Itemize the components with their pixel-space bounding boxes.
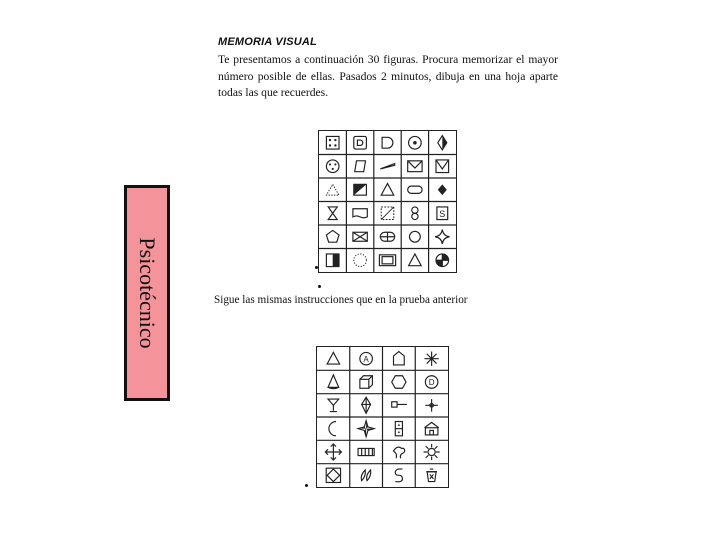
bin-icon xyxy=(426,469,437,482)
svg-text:S: S xyxy=(439,208,446,219)
sun-icon xyxy=(424,444,440,460)
bullet-dot xyxy=(318,285,321,288)
parallelogram-icon xyxy=(355,161,366,172)
target-circle-icon xyxy=(409,136,422,149)
triangle-icon xyxy=(409,254,422,266)
side-tab xyxy=(124,185,170,401)
crescent-icon xyxy=(329,422,336,436)
dashed-square-icon xyxy=(381,207,394,220)
cube-icon xyxy=(360,376,373,389)
figure-grid-2 xyxy=(316,346,449,488)
circle-a-icon xyxy=(360,352,373,365)
hourglass-icon xyxy=(328,207,337,220)
house-pentagon-icon xyxy=(394,352,405,365)
figure-grid-1 xyxy=(318,130,457,273)
crosshair-icon xyxy=(425,399,438,412)
svg-text:A: A xyxy=(363,354,369,364)
circle-icon xyxy=(409,231,420,242)
asterisk-icon xyxy=(424,352,438,366)
tree-icon xyxy=(394,447,405,458)
svg-text:D: D xyxy=(428,378,435,388)
kite-icon xyxy=(362,397,371,413)
compass-star-icon xyxy=(358,421,374,437)
four-point-star-icon xyxy=(435,230,449,244)
page-title: MEMORIA VISUAL xyxy=(218,36,317,48)
intro-paragraph: Te presentamos a continuación 30 figuras. Procura memorizar el mayor número posible de ellas. Pasados 2 minutos, dibuja en una hoja aparte todas las que recuerdes. xyxy=(218,53,558,99)
line-wedge-icon xyxy=(380,164,394,169)
bullet-dot xyxy=(315,266,318,269)
goblet-icon xyxy=(328,399,339,412)
cone-triangle-icon xyxy=(328,375,339,389)
double-leaf-icon xyxy=(361,470,371,481)
diamond-in-square-icon xyxy=(326,468,340,482)
rounded-square-icon xyxy=(354,136,367,149)
circle-d-icon xyxy=(425,376,438,389)
triangle-icon xyxy=(327,352,340,364)
split-pill-icon xyxy=(380,232,394,241)
envelope-icon xyxy=(408,161,422,172)
filled-diamond-icon xyxy=(438,184,447,195)
dotted-circle-icon xyxy=(354,254,367,267)
quartered-circle-icon xyxy=(436,254,449,267)
s-curve-icon xyxy=(395,469,402,482)
ruler-icon xyxy=(358,448,374,455)
side-tab-label: Psicotécnico xyxy=(135,237,160,349)
downward-triangle-square-icon xyxy=(436,160,449,173)
flag-half-round-icon xyxy=(382,137,393,148)
pentagon-icon xyxy=(326,230,339,242)
dotted-triangle-icon xyxy=(326,184,339,195)
hexagon-icon xyxy=(392,376,406,389)
domino-icon xyxy=(395,422,402,436)
half-black-square-icon xyxy=(326,254,339,267)
square-with-dots-icon xyxy=(326,136,339,149)
half-filled-square-icon xyxy=(354,184,367,195)
diamond-half-filled-icon xyxy=(438,136,447,150)
bullet-dot xyxy=(305,484,308,487)
circle-with-dots-icon xyxy=(326,160,339,173)
s-in-square-icon xyxy=(437,207,448,220)
stadium-shape-icon xyxy=(408,186,422,193)
hammer-icon xyxy=(392,402,407,407)
wave-rectangle-icon xyxy=(353,209,367,218)
crossed-rectangle-icon xyxy=(353,232,367,241)
figure-eight-icon xyxy=(412,207,418,220)
double-rectangle-icon xyxy=(379,255,395,266)
second-instruction: Sigue las mismas instrucciones que en la prueba anterior xyxy=(214,294,468,306)
house-icon xyxy=(424,422,438,435)
arrow-cross-icon xyxy=(325,444,341,460)
triangle-icon xyxy=(381,183,394,195)
